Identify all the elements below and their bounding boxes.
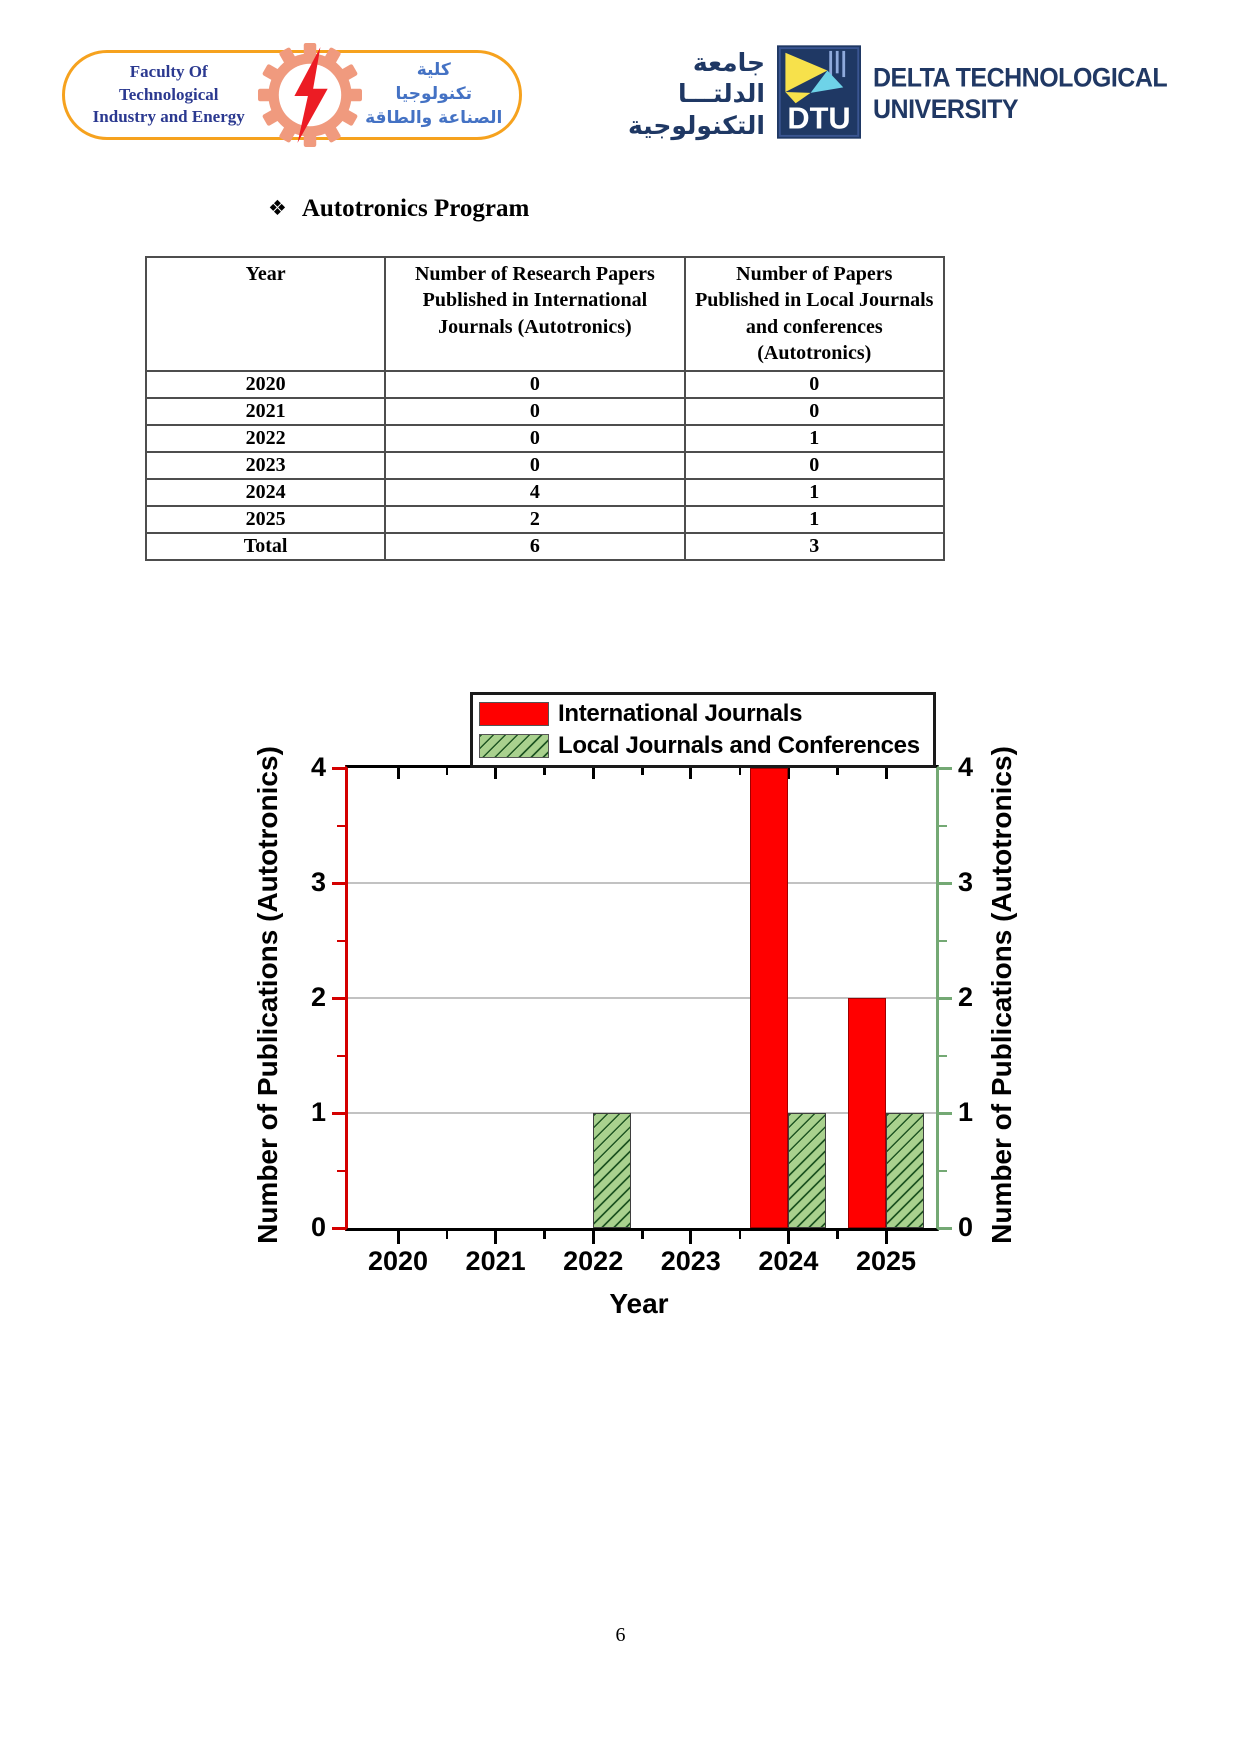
legend-item-local [479,732,927,760]
university-name-arabic [615,47,765,141]
section-title-text: Autotronics Program [301,195,530,222]
right-axis-tick [939,767,952,770]
top-axis-tick [689,768,692,779]
table-cell: 2022 [146,425,385,452]
table-cell: 0 [685,371,944,398]
dtu-emblem-text: DTU [787,99,851,135]
table-row [146,533,944,560]
right-axis-minor-tick [939,940,947,943]
bottom-axis-minor-tick [446,1231,449,1239]
table-cell: 2020 [146,371,385,398]
university-name-english [873,63,1167,125]
right-y-tick-label: 2 [958,982,974,1012]
table-cell: 1 [685,425,944,452]
left-y-tick-label: 1 [310,1097,326,1127]
left-y-tick-label: 0 [310,1212,326,1242]
legend-item-international [479,700,927,728]
table-row [146,425,944,452]
top-axis-minor-tick [739,768,742,775]
left-axis-tick [332,1112,345,1115]
x-tick-label: 2022 [563,1246,624,1276]
left-axis-minor-tick [337,825,345,828]
bottom-axis-tick [885,1231,888,1244]
bar-chart-plot-area [310,752,974,1276]
table-cell: 2023 [146,452,385,479]
bottom-axis-minor-tick [836,1231,839,1239]
faculty-name-line: Technological [118,84,219,104]
bottom-axis-tick [787,1231,790,1244]
table-cell: Total [146,533,385,560]
bottom-axis-tick [592,1231,595,1244]
table-cell: 4 [385,479,684,506]
table-cell: 2 [385,506,684,533]
x-tick-label: 2021 [465,1246,526,1276]
faculty-name-line: Faculty Of [129,61,208,81]
top-axis-tick [592,768,595,779]
left-y-axis-title: Number of Publications (Autotronics) [252,746,283,1244]
table-row [146,506,944,533]
bottom-axis-tick [689,1231,692,1244]
gear-lightning-icon [258,43,362,147]
right-axis-minor-tick [939,1170,947,1173]
top-axis-tick [397,768,400,779]
top-axis-minor-tick [446,768,449,775]
faculty-logo [62,50,522,140]
bar-local-journals [886,1113,924,1228]
table-row [146,479,944,506]
top-axis-minor-tick [641,768,644,775]
x-tick-label: 2023 [660,1246,721,1276]
table-cell: 2025 [146,506,385,533]
gridline [348,882,936,884]
faculty-name-english [81,61,256,130]
table-row [146,398,944,425]
university-name-line: جامعة الدلتـــا [677,48,765,109]
table-cell: 2024 [146,479,385,506]
left-y-tick-label: 3 [310,867,326,897]
university-logo [615,46,1167,142]
top-axis-tick [494,768,497,779]
bottom-axis-minor-tick [543,1231,546,1239]
legend-swatch-local [479,734,549,758]
university-name-line: التكنولوجية [627,110,765,140]
bar-local-journals [788,1113,826,1228]
column-header-year: Year [146,257,385,371]
legend-label-international: International Journals [558,700,803,728]
table-row [146,452,944,479]
left-axis-tick [332,1227,345,1230]
top-axis-minor-tick [836,768,839,775]
faculty-name-line: تكنولوجيا [395,84,472,105]
bar-local-journals [593,1113,631,1228]
bar-international-journals [750,768,788,1228]
table-cell: 0 [685,452,944,479]
left-axis-minor-tick [337,1055,345,1058]
bottom-axis-minor-tick [641,1231,644,1239]
top-axis-minor-tick [543,768,546,775]
column-header-local: Number of Papers Published in Local Journals and conferences (Autotronics) [685,257,944,371]
left-axis-minor-tick [337,1170,345,1173]
legend-label-local: Local Journals and Conferences [558,731,920,759]
table-cell: 1 [685,506,944,533]
table-cell: 0 [385,452,684,479]
right-axis-tick [939,1227,952,1230]
table-body [146,371,944,560]
section-title [268,195,529,223]
left-axis-tick [332,997,345,1000]
x-axis-title: Year [609,1288,669,1319]
table-cell: 0 [385,371,684,398]
right-axis-tick [939,1112,952,1115]
table-cell: 0 [385,425,684,452]
table-row [146,371,944,398]
column-header-international: Number of Research Papers Published in International Journals (Autotronics) [385,257,684,371]
bottom-axis-tick [494,1231,497,1244]
table-cell: 2021 [146,398,385,425]
faculty-name-line: الصناعة والطاقة [365,107,503,128]
gear-icon [258,43,362,147]
x-tick-label: 2024 [758,1246,819,1276]
publications-table [145,256,945,561]
left-axis-tick [332,767,345,770]
right-y-axis-title: Number of Publications (Autotronics) [986,746,1017,1244]
chart-legend [470,692,936,768]
right-axis-tick [939,997,952,1000]
faculty-name-arabic [364,59,503,130]
right-axis-tick [939,882,952,885]
right-y-tick-label: 0 [958,1212,974,1242]
table-cell: 1 [685,479,944,506]
table-header-row [146,257,944,371]
left-y-tick-label: 4 [310,752,326,782]
legend-swatch-international [479,702,549,726]
university-name-line: DELTA TECHNOLOGICAL [873,62,1168,94]
page-number: 6 [615,1624,626,1646]
x-tick-label: 2020 [367,1246,429,1276]
bottom-axis-tick [397,1231,400,1244]
faculty-name-line: كلية [416,60,451,81]
left-axis-tick [332,882,345,885]
bar-international-journals [848,998,886,1228]
faculty-name-line: Industry and Energy [92,107,245,127]
dtu-emblem-icon [777,45,861,144]
x-tick-label: 2025 [855,1246,917,1276]
table-cell: 0 [685,398,944,425]
table-cell: 3 [685,533,944,560]
right-y-tick-label: 4 [958,752,974,782]
bottom-axis-minor-tick [739,1231,742,1239]
right-y-tick-label: 1 [958,1097,974,1127]
table-cell: 0 [385,398,684,425]
right-y-tick-label: 3 [958,867,974,897]
dtu-emblem-svg [777,45,861,139]
top-axis-tick [885,768,888,779]
diamond-bullet-icon: ❖ [268,196,287,220]
left-axis-minor-tick [337,940,345,943]
university-name-line: UNIVERSITY [873,94,1019,125]
table-cell: 6 [385,533,684,560]
left-y-tick-label: 2 [310,982,326,1012]
right-axis-minor-tick [939,1055,947,1058]
right-axis-minor-tick [939,825,947,828]
